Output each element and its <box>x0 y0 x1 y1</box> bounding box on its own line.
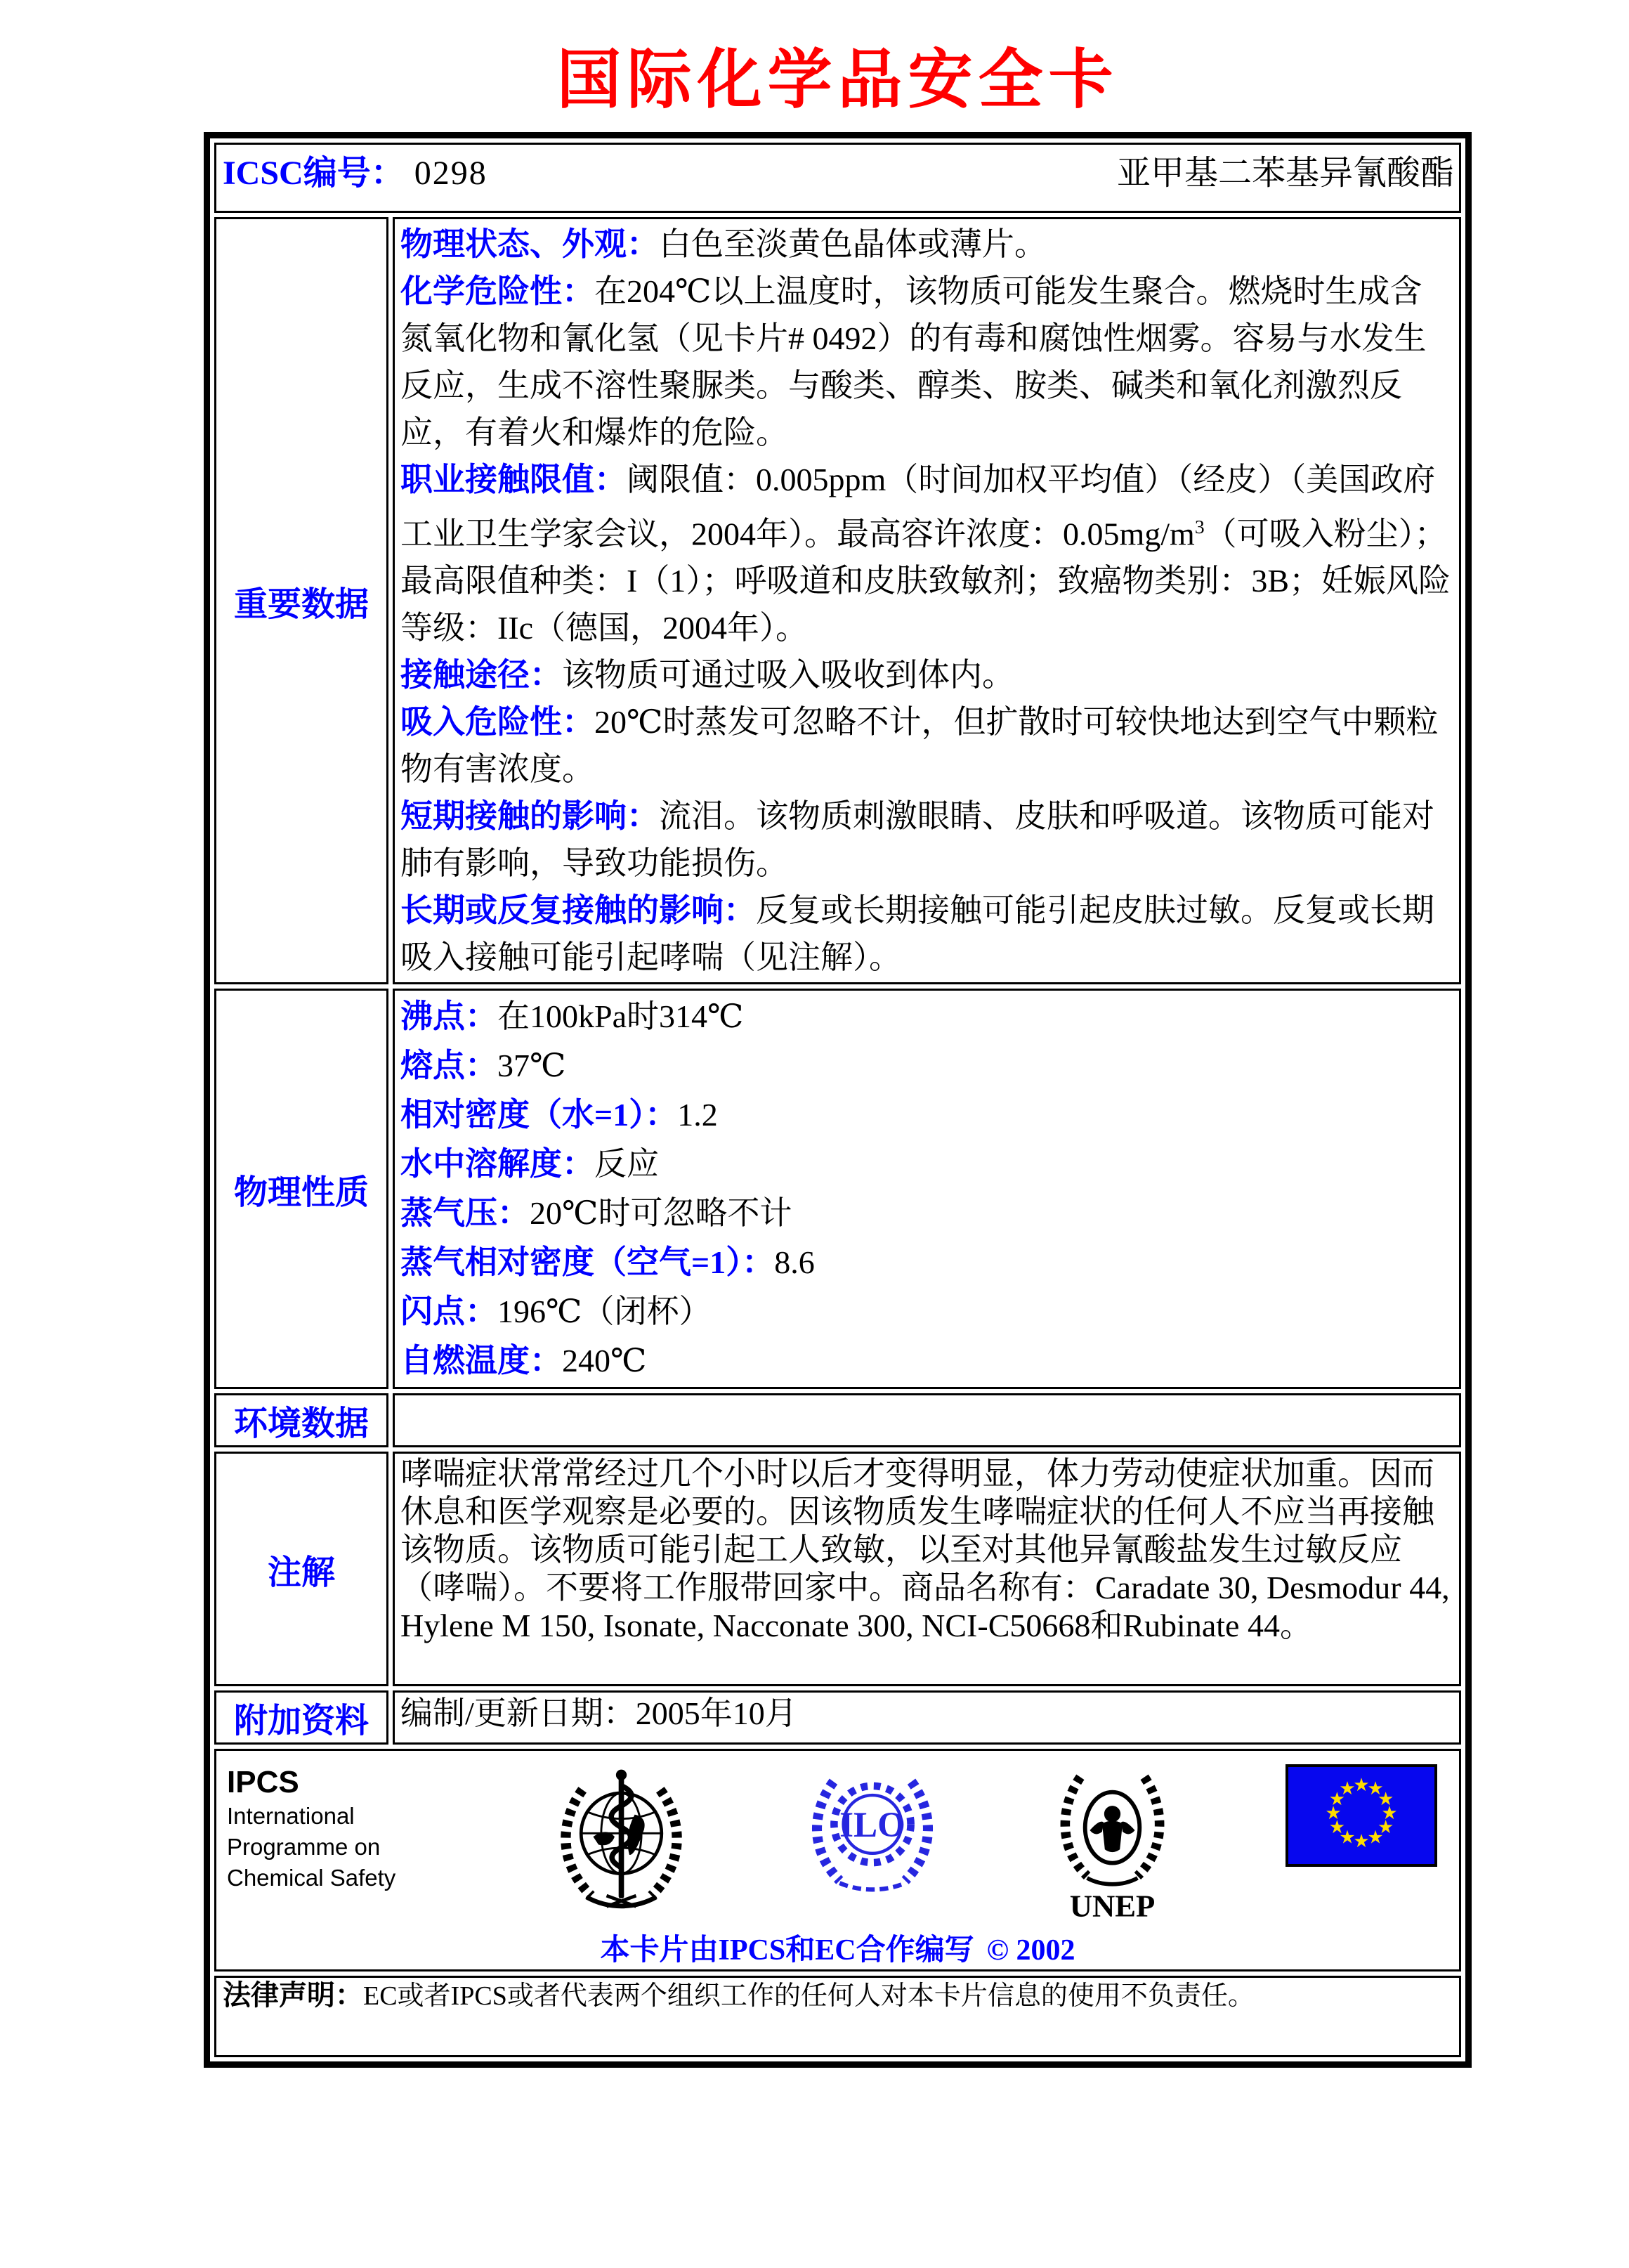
ipcs-text-block <box>227 1764 438 1894</box>
notes-row <box>214 1452 1461 1686</box>
svg-text:★: ★ <box>1367 1827 1384 1849</box>
ipcs-acronym: IPCS <box>227 1765 299 1800</box>
svg-text:★: ★ <box>1328 1817 1346 1839</box>
notes-paragraph: 哮喘症状常常经过几个小时以后才变得明显，体力劳动使症状加重。因而休息和医学观察是必要的。因该物质发生哮喘症状的任何人不应当再接触该物质。该物质可能引起工人致敏，以至对其他异氰酸盐发生过敏反应（哮喘）。不要将工作服带回家中。商品名称有：Caradate 30, Desmodur 44, Hylene M 150, Isonate, Nacconate 300, NCI-C50668和Rubinate 44。 <box>400 1456 1450 1644</box>
svg-text:★: ★ <box>1353 1831 1370 1853</box>
ipcs-subtitle-line2: Programme on <box>227 1834 381 1860</box>
autoignition-item: 自燃温度：240℃ <box>400 1343 647 1379</box>
additional-info-content <box>393 1690 1461 1745</box>
svg-text:★: ★ <box>1381 1803 1398 1825</box>
update-date: 编制/更新日期：2005年10月 <box>400 1695 797 1732</box>
superscript-3: 3 <box>1194 516 1205 537</box>
section-label-environment: 环境数据 <box>214 1393 388 1447</box>
legal-notice: 法律声明：EC或者IPCS或者代表两个组织工作的任何人对本卡片信息的使用不负责任。 <box>223 1979 1255 2012</box>
logos-row <box>214 1749 1461 1972</box>
svg-text:★: ★ <box>1367 1778 1384 1800</box>
footer-caption <box>217 1927 1458 1969</box>
notes-content <box>393 1452 1461 1686</box>
svg-text:★: ★ <box>1339 1827 1356 1849</box>
unep-logo-icon <box>1054 1764 1170 1922</box>
icsc-number-group <box>223 145 488 194</box>
legal-row <box>214 1976 1461 2057</box>
physical-properties-row <box>214 989 1461 1389</box>
occupational-exposure-item: 职业接触限值：阈限值：0.005ppm（时间加权平均值）（经皮）（美国政府工业卫生学家会议，2004年）。最高容许浓度：$0.05mg/m^3$（可吸入粉尘）；最高限值种类：I（1）；呼吸道和皮肤致敏剂；致癌物类别：3B；妊娠风险等级：IIc（德国，2004年）。 <box>400 462 1451 646</box>
relative-density-item: 相对密度（水=1）：1.2 <box>400 1097 718 1133</box>
physical-properties-content <box>393 989 1461 1389</box>
legal-cell <box>214 1976 1461 2057</box>
svg-text:★: ★ <box>1377 1789 1394 1811</box>
svg-text:★: ★ <box>1353 1775 1370 1797</box>
exposure-route-item: 接触途径：该物质可通过吸入吸收到体内。 <box>400 657 1014 693</box>
flash-point-item: 闪点：196℃（闭杯） <box>400 1293 712 1330</box>
important-data-row <box>214 217 1461 984</box>
water-solubility-item: 水中溶解度：反应 <box>400 1146 659 1182</box>
inhalation-risk-item: 吸入危险性：20℃时蒸发可忽略不计，但扩散时可较快地达到空气中颗粒物有害浓度。 <box>400 704 1439 788</box>
section-label-additional: 附加资料 <box>214 1690 388 1745</box>
environment-data-content <box>393 1393 1461 1447</box>
section-label-important: 重要数据 <box>214 217 388 984</box>
icsc-card-table <box>204 132 1472 2068</box>
footer-caption-text: 本卡片由IPCS和EC合作编写 <box>600 1934 974 1967</box>
additional-info-row <box>214 1690 1461 1745</box>
svg-text:★: ★ <box>1339 1778 1356 1800</box>
important-data-content <box>393 217 1461 984</box>
header-row <box>214 143 1461 213</box>
vapor-density-item: 蒸气相对密度（空气=1）：8.6 <box>400 1244 815 1281</box>
svg-text:★: ★ <box>1328 1789 1346 1811</box>
section-label-notes: 注解 <box>214 1452 388 1686</box>
icsc-number-label: ICSC编号： <box>223 155 405 192</box>
page-title: 国际化学品安全卡 <box>556 41 1119 117</box>
physical-state-item: 物理状态、外观：白色至淡黄色晶体或薄片。 <box>400 226 1047 262</box>
svg-text:★: ★ <box>1377 1817 1394 1839</box>
substance-name: 亚甲基二苯基异氰酸酯 <box>1116 155 1454 192</box>
melting-point-item: 熔点：37℃ <box>400 1048 566 1084</box>
eu-flag-icon <box>1285 1764 1437 1867</box>
legal-label: 法律声明： <box>223 1979 363 2012</box>
who-logo-icon <box>553 1764 690 1912</box>
chemical-danger-item: 化学危险性：在204℃以上温度时，该物质可能发生聚合。燃烧时生成含氮氧化物和氰化氢（见卡片# 0492）的有毒和腐蚀性烟雾。容易与水发生反应，生成不溶性聚脲类。与酸类、醇类、胺类、碱类和氧化剂激烈反应，有着火和爆炸的危险。 <box>400 273 1427 450</box>
environment-data-row <box>214 1393 1461 1447</box>
ipcs-subtitle-line1: International <box>227 1803 355 1830</box>
vapor-pressure-item: 蒸气压：20℃时可忽略不计 <box>400 1195 792 1232</box>
short-term-effects-item: 短期接触的影响：流泪。该物质刺激眼睛、皮肤和呼吸道。该物质可能对肺有影响，导致功能损伤。 <box>400 798 1434 882</box>
svg-text:★: ★ <box>1325 1803 1342 1825</box>
header-cell <box>214 143 1461 213</box>
icsc-number-value: 0298 <box>414 155 488 192</box>
ilo-logo-icon <box>806 1764 939 1894</box>
copyright-text: © 2002 <box>986 1934 1075 1967</box>
section-label-physical: 物理性质 <box>214 989 388 1389</box>
unep-letters: UNEP <box>1069 1888 1155 1923</box>
ilo-letters: ILO <box>839 1805 905 1846</box>
ipcs-subtitle-line3: Chemical Safety <box>227 1865 396 1891</box>
logos-cell <box>214 1749 1461 1972</box>
boiling-point-item: 沸点：在100kPa时314℃ <box>400 998 744 1035</box>
long-term-effects-item: 长期或反复接触的影响：反复或长期接触可能引起皮肤过敏。反复或长期吸入接触可能引起哮喘（见注解）。 <box>400 892 1434 976</box>
